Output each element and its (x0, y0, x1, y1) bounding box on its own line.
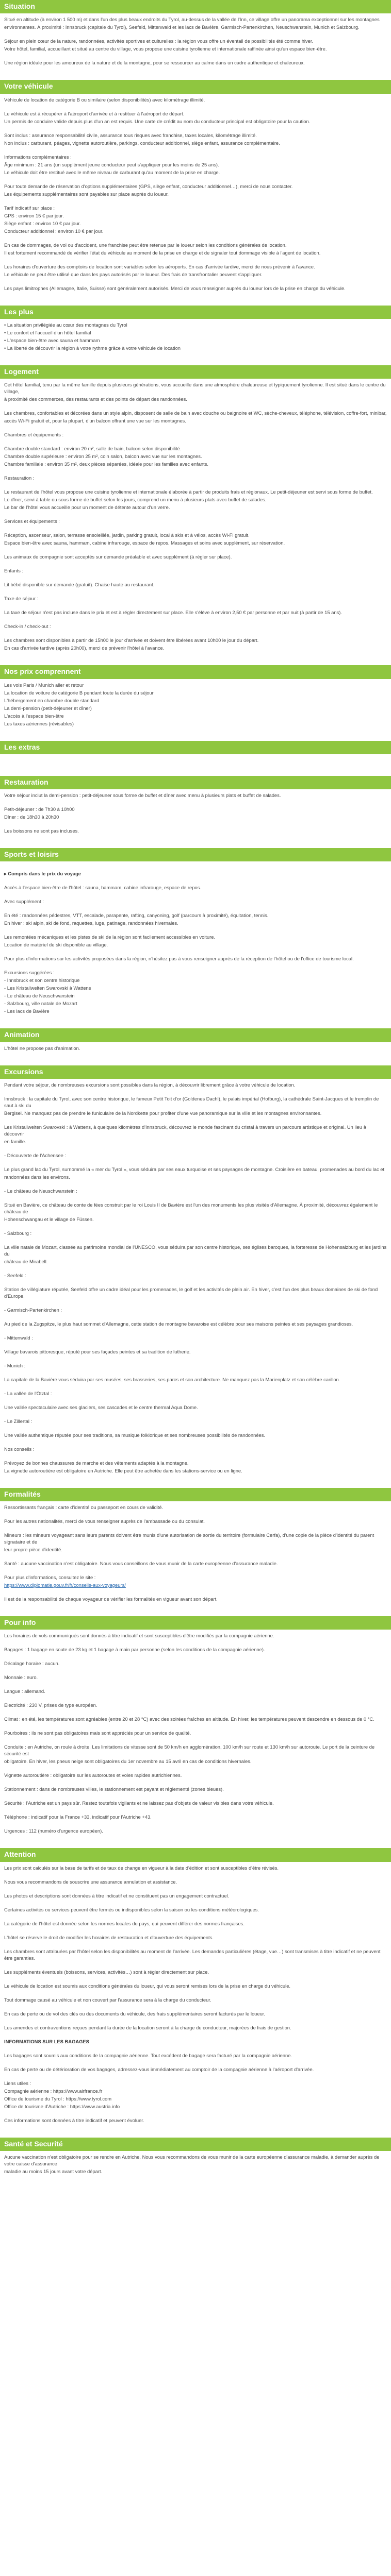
paragraph-spacer (4, 589, 387, 595)
section-header-formalites: Formalités (0, 1488, 391, 1501)
paragraph-line: Décalage horaire : aucun. (4, 1660, 60, 1667)
paragraph-line: Une vallée authentique réputée pour ses traditions, sa musique folklorique et ses nombreuses possibilités de randonnées. (4, 1432, 266, 1438)
paragraph-line: maladie au moins 15 jours avant votre départ. (4, 2168, 103, 2174)
paragraph-spacer (4, 631, 387, 636)
paragraph-spacer (4, 2074, 387, 2079)
paragraph-line: GPS : environ 15 € par jour. (4, 212, 64, 218)
paragraph-spacer (4, 105, 387, 110)
paragraph-spacer (4, 1640, 387, 1646)
paragraph-spacer (4, 1963, 387, 1968)
paragraph-line: Siège enfant : environ 10 € par jour. (4, 220, 81, 226)
paragraph-line: Les chambres sont disponibles à partir de 15h00 le jour d'arrivée et doivent être libérées avant 10h00 le jour du départ. (4, 637, 259, 643)
paragraph-line: ▸ Compris dans le prix du voyage (4, 871, 82, 877)
paragraph-line: Taxe de séjour : (4, 596, 39, 602)
paragraph-line: Station de villégiature réputée, Seefeld offre un cadre idéal pour les promenades, le golf et les activités de plein air. En hiver, c'est l'un des plus beaux domaines de ski de fond d'Europe. (4, 1286, 379, 1299)
paragraph-line: - Les Kristallwelten Swarovski à Wattens (4, 985, 91, 991)
paragraph-line: Les horaires d'ouverture des comptoirs de location sont variables selon les aéroports. En cas d'arrivée tardive, merci de nous prévenir à l'avance. (4, 263, 315, 269)
section-excursions (0, 1065, 391, 1481)
paragraph-spacer (4, 822, 387, 827)
paragraph-line: Hohenschwangau et le village de Füssen. (4, 1216, 94, 1222)
paragraph-line: Stationnement : dans de nombreuses villes, le stationnement est payant et réglementé (zones bleues). (4, 1786, 224, 1792)
paragraph-line: Votre séjour inclut la demi-pension : petit-déjeuner sous forme de buffet et dîner avec menu à plusieurs plats et buffet de salades. (4, 792, 281, 799)
paragraph-line: Enfants : (4, 568, 24, 574)
paragraph-spacer (4, 878, 387, 884)
paragraph-spacer (4, 603, 387, 608)
paragraph-spacer (4, 1182, 387, 1187)
paragraph-line: Climat : en été, les températures sont agréables (entre 20 et 28 °C) avec des soirées fraîches en altitude. En hiver, les températures peuvent descendre en dessous de 0 °C. (4, 1716, 374, 1722)
section-body-sports-loisirs (0, 865, 391, 1021)
paragraph-spacer (4, 1887, 387, 1892)
paragraph-spacer (4, 950, 387, 955)
paragraph-spacer (4, 1836, 387, 1841)
paragraph-line: INFORMATIONS SUR LES BAGAGES (4, 2038, 89, 2044)
paragraph-line: • La situation privilégiée au cœur des montagnes du Tyrol (4, 321, 127, 328)
paragraph-line: Location de matériel de ski disponible au village. (4, 942, 108, 948)
paragraph-line: Le véhicule est à récupérer à l'aéroport d'arrivée et à restituer à l'aéroport de départ. (4, 110, 185, 116)
section-logement (0, 365, 391, 658)
paragraph-spacer (4, 1873, 387, 1878)
section-situation (0, 0, 391, 73)
paragraph-line: Nos conseils : (4, 1446, 35, 1452)
paragraph-spacer (4, 548, 387, 553)
paragraph-line: Il est de la responsabilité de chaque voyageur de vérifier les formalités en vigueur avant son départ. (4, 1596, 218, 1602)
paragraph-line: Le bar de l'hôtel vous accueille pour un moment de détente autour d'un verre. (4, 504, 170, 511)
paragraph-spacer (4, 1942, 387, 1947)
paragraph-line: Chambre double standard : environ 20 m², salle de bain, balcon selon disponibilité. (4, 446, 182, 452)
paragraph-line: Restauration : (4, 475, 35, 481)
section-body-votre-vehicule (0, 97, 391, 298)
paragraph-spacer (4, 512, 387, 517)
paragraph-line: Petit-déjeuner : de 7h30 à 10h00 (4, 806, 75, 812)
paragraph-line: Innsbruck : la capitale du Tyrol, avec son centre historique, le fameux Petit Toit d'or (Goldenes Dachl), le palais impérial (Hofburg), la cathédrale Saint-Jacques et le tremplin de saut à ski du (4, 1096, 380, 1109)
paragraph-line: • L'espace bien-être avec sauna et hammam (4, 337, 100, 343)
section-header-les-extras: Les extras (0, 741, 391, 754)
paragraph-spacer (4, 1280, 387, 1285)
paragraph-line: Le véhicule de location est soumis aux conditions générales du loueur, qui vous seront remises lors de la prise en charge du véhicule. (4, 1982, 291, 1989)
paragraph-spacer (4, 928, 387, 933)
paragraph-spacer (4, 1238, 387, 1243)
section-attention (0, 1848, 391, 2130)
paragraph-line: Pour les autres nationalités, merci de vous renseigner auprès de l'ambassade ou du consulat. (4, 1518, 205, 1524)
paragraph-line: Conduite : en Autriche, on roule à droite. Les limitations de vitesse sont de 50 km/h en agglomération, 100 km/h sur route et 130 km/h sur autoroute. Le port de la ceinture de sécurité est (4, 1744, 376, 1757)
paragraph-line: Chambres et équipements : (4, 432, 64, 438)
section-header-logement: Logement (0, 365, 391, 379)
section-body-pour-info (0, 1633, 391, 1841)
paragraph-line: Les remontées mécaniques et les pistes de ski de la région sont facilement accessibles en voiture. (4, 934, 216, 940)
paragraph-spacer (4, 1901, 387, 1906)
paragraph-line: La ville natale de Mozart, classée au patrimoine mondial de l'UNESCO, vous séduira par son centre historique, ses églises baroques, la forteresse de Hohensalzburg et les jardins du (4, 1244, 388, 1257)
paragraph-line: Véhicule de location de catégorie B ou similaire (selon disponibilités) avec kilométrage illimité. (4, 96, 205, 103)
section-header-situation: Situation (0, 0, 391, 13)
paragraph-spacer (4, 1512, 387, 1517)
section-votre-vehicule (0, 80, 391, 298)
paragraph-line: Accès à l'espace bien-être de l'hôtel : sauna, hammam, cabine infrarouge, espace de repos. (4, 885, 201, 891)
paragraph-line: Cet hôtel familial, tenu par la même famille depuis plusieurs générations, vous accueille dans une atmosphère chaleureuse et typiquement tyrolienne. Il est situé dans le centre du village, (4, 382, 387, 395)
section-header-excursions: Excursions (0, 1065, 391, 1079)
paragraph-spacer (4, 1329, 387, 1334)
paragraph-spacer (4, 258, 387, 263)
paragraph-line: Nous vous recommandons de souscrire une assurance annulation et assistance. (4, 1878, 177, 1885)
paragraph-spacer (4, 148, 387, 153)
paragraph-line: Village bavarois pittoresque, réputé pour ses façades peintes et sa tradition de lutherie. (4, 1348, 191, 1354)
paragraph-spacer (4, 526, 387, 531)
paragraph-spacer (4, 1794, 387, 1799)
paragraph-line: Services et équipements : (4, 518, 60, 524)
paragraph-line: Situé en altitude (à environ 1 500 m) et dans l'un des plus beaux endroits du Tyrol, au-dessus de la vallée de l'Inn, ce village offre un panorama exceptionnel sur les montagnes (4, 16, 380, 23)
paragraph-line: Avec supplément : (4, 899, 44, 905)
paragraph-line: Sont inclus : assurance responsabilité civile, assurance tous risques avec franchise, taxes locales, kilométrage illimité. (4, 132, 257, 138)
paragraph-spacer (4, 1315, 387, 1320)
paragraph-spacer (4, 1426, 387, 1431)
paragraph-spacer (4, 1224, 387, 1229)
paragraph-spacer (4, 1822, 387, 1827)
paragraph-spacer (4, 1370, 387, 1376)
paragraph-line: - Découverte de l'Achensee : (4, 1152, 67, 1158)
paragraph-spacer (4, 1590, 387, 1595)
paragraph-spacer (4, 1090, 387, 1095)
paragraph-line: - Munich : (4, 1362, 26, 1368)
paragraph-line: • La liberté de découvrir la région à votre rythme grâce à votre véhicule de location (4, 345, 181, 351)
paragraph-line: Prévoyez de bonnes chaussures de marche et des vêtements adaptés à la montagne. (4, 1460, 189, 1466)
paragraph-spacer (4, 1554, 387, 1560)
paragraph-line: Chambre familiale : environ 35 m², deux pièces séparées, idéale pour les familles avec enfants. (4, 461, 209, 467)
paragraph-line: L'accès à l'espace bien-être (4, 713, 64, 719)
paragraph-spacer (4, 199, 387, 204)
section-header-restauration: Restauration (0, 776, 391, 789)
paragraph-line: Pour plus d'informations, consultez le site : (4, 1574, 96, 1580)
paragraph-line: La catégorie de l'hôtel est donnée selon les normes locales du pays, qui peuvent différer des normes françaises. (4, 1920, 245, 1926)
paragraph-spacer (4, 1808, 387, 1813)
section-body-nos-prix-comprennent (0, 682, 391, 734)
paragraph-spacer (4, 404, 387, 409)
paragraph-spacer (4, 892, 387, 897)
paragraph-line: leur propre pièce d'identité. (4, 1547, 62, 1552)
section-body-animation (0, 1045, 391, 1058)
paragraph-line: Sécurité : l'Autriche est un pays sûr. Restez toutefois vigilants et ne laissez pas d'objets de valeur visibles dans votre véhicule. (4, 1800, 274, 1806)
paragraph-line: Séjour en plein cœur de la nature, randonnées, activités sportives et culturelles : la région vous offre un éventail de possibilités été comme hiver. (4, 38, 314, 44)
paragraph-line: Un permis de conduire valide depuis plus d'un an est requis. Une carte de crédit au nom du conducteur principal est obligatoire pour la caution. (4, 118, 311, 124)
paragraph-line: Les horaires de vols communiqués sont donnés à titre indicatif et sont susceptibles d'être modifiés par la compagnie aérienne. (4, 1633, 274, 1639)
paragraph-line: Le plus grand lac du Tyrol, surnommé la « mer du Tyrol », vous séduira par ses eaux turquoise et ses paysages de montagne. Croisière en bateau, promenades au bord du lac et (4, 1166, 385, 1172)
paragraph-line: Espace bien-être avec sauna, hammam, cabine infrarouge, espace de repos. Massages et soins avec supplément, sur réservation. (4, 540, 285, 546)
paragraph-spacer (4, 353, 387, 358)
paragraph-line: Dîner : de 18h30 à 20h30 (4, 814, 59, 820)
paragraph-line: accès Wi-Fi gratuit et, pour la plupart, d'un balcon offrant une vue sur les montagnes. (4, 418, 186, 424)
section-body-situation (0, 16, 391, 73)
paragraph-line: obligatoire. En hiver, les pneus neige sont obligatoires du 1er novembre au 15 avril en cas de conditions hivernales. (4, 1758, 252, 1765)
section-header-les-plus: Les plus (0, 306, 391, 319)
paragraph-spacer (4, 469, 387, 474)
paragraph-spacer (4, 439, 387, 445)
paragraph-line: Les taxes aériennes (révisables) (4, 720, 74, 726)
paragraph-line: - Le Zillertal : (4, 1418, 32, 1424)
paragraph-line: Informations complémentaires : (4, 154, 72, 160)
paragraph-line: Les Kristallwelten Swarovski : à Wattens, à quelques kilomètres d'Innsbruck, découvrez le monde fascinant du cristal à travers un parcours artistique et original. Un lieu à découvrir (4, 1124, 368, 1137)
section-restauration (0, 776, 391, 841)
section-body-les-plus (0, 322, 391, 358)
section-header-sante-securite: Santé et Securité (0, 2138, 391, 2151)
paragraph-line: environnantes. À proximité : Innsbruck (capitale du Tyrol), Seefeld, Mittenwald et les lacs de Bavière, Garmisch-Partenkirchen, Neuschwanstein, Munich et Salzbourg. (4, 24, 360, 30)
section-body-attention (0, 1865, 391, 2130)
paragraph-line: Pour plus d'informations sur les activités proposées dans la région, n'hésitez pas à vous renseigner auprès de la réception de l'hôtel ou de l'office de tourisme local. (4, 956, 354, 962)
paragraph-line: - Le château de Neuschwanstein : (4, 1188, 77, 1194)
paragraph-line: en famille. (4, 1138, 26, 1144)
paragraph-spacer (4, 1991, 387, 1996)
paragraph-spacer (4, 1526, 387, 1531)
paragraph-line: Ressortissants français : carte d'identité ou passeport en cours de validité. (4, 1504, 164, 1511)
paragraph-line: Aucune vaccination n'est obligatoire pour se rendre en Autriche. Nous vous recommandons de vous munir de la carte européenne d'assurance maladie, à demander auprès de votre caisse d'assurance (4, 2154, 381, 2166)
paragraph-line: Office de tourisme d'Autriche : https://www.austria.info (4, 2103, 120, 2109)
paragraph-spacer (4, 1568, 387, 1573)
paragraph-line: Les chambres, confortables et décorées dans un style alpin, disposent de salle de bain avec douche ou baignoire et WC, sèche-cheveux, téléphone, télévision, coffre-fort, minibar, (4, 410, 387, 416)
paragraph-line: - Garmisch-Partenkirchen : (4, 1307, 62, 1313)
section-formalites (0, 1488, 391, 1609)
section-animation (0, 1028, 391, 1058)
paragraph-line: Santé : aucune vaccination n'est obligatoire. Nous vous conseillons de vous munir de la carte européenne d'assurance maladie. (4, 1561, 278, 1566)
paragraph-spacer (4, 1146, 387, 1151)
paragraph-line: Pour toute demande de réservation d'options supplémentaires (GPS, siège enfant, conducteur additionnel…), merci de nous contacter. (4, 183, 293, 189)
paragraph-spacer (4, 67, 387, 73)
paragraph-spacer (4, 54, 387, 59)
paragraph-line: Les amendes et contraventions reçues pendant la durée de la location seront à la charge du conducteur, majorées de frais de gestion. (4, 2024, 291, 2030)
paragraph-line: - Les lacs de Bavière (4, 1008, 50, 1014)
paragraph-line: - Innsbruck et son centre historique (4, 977, 80, 984)
paragraph-line: Pendant votre séjour, de nombreuses excursions sont possibles dans la région, à découvrir librement grâce à votre véhicule de location. (4, 1082, 296, 1088)
paragraph-spacer (4, 32, 387, 37)
section-body-restauration (0, 792, 391, 841)
paragraph-spacer (4, 293, 387, 298)
paragraph-line: Conducteur additionnel : environ 10 € par jour. (4, 228, 104, 234)
paragraph-line: Votre hôtel, familial, accueillant et situé au centre du village, vous propose une cuisine tyrolienne et internationale raffinée ainsi qu'un espace bien-être. (4, 46, 327, 52)
paragraph-spacer (4, 2005, 387, 2010)
paragraph-line: En cas d'arrivée tardive (après 20h00), merci de prévenir l'hôtel à l'avance. (4, 645, 165, 651)
paragraph-spacer (4, 865, 387, 870)
paragraph-spacer (4, 1160, 387, 1165)
paragraph-spacer (4, 2032, 387, 2038)
paragraph-line: - Seefeld : (4, 1272, 26, 1278)
external-link[interactable]: https://www.diplomatie.gouv.fr/fr/conseils-aux-voyageurs/ (4, 1582, 126, 1588)
section-header-votre-vehicule: Votre véhicule (0, 80, 391, 93)
paragraph-line: Le dîner, servi à table ou sous forme de buffet selon les jours, comprend un menu à plusieurs plats avec buffet de salades. (4, 497, 267, 503)
paragraph-spacer (4, 1384, 387, 1389)
paragraph-line: En cas de perte ou de vol des clés ou des documents du véhicule, des frais supplémentaires seront facturés par le loueur. (4, 2010, 266, 2016)
paragraph-spacer (4, 2019, 387, 2024)
paragraph-line: Situé en Bavière, ce château de conte de fées construit par le roi Louis II de Bavière est l'un des monuments les plus visités d'Allemagne. À proximité, découvrez également le château de (4, 1201, 379, 1214)
paragraph-line: Le véhicule doit être restitué avec le même niveau de carburant qu'au moment de la prise en charge. (4, 169, 220, 175)
paragraph-spacer (4, 483, 387, 488)
section-header-sports-loisirs: Sports et loisirs (0, 848, 391, 861)
paragraph-line: Certaines activités ou services peuvent être fermés ou indisponibles selon la saison ou les conditions météorologiques. (4, 1906, 259, 1912)
paragraph-line: randonnées dans les environs. (4, 1174, 70, 1180)
section-body-excursions (0, 1082, 391, 1481)
paragraph-line: Les animaux de compagnie sont acceptés sur demande préalable et avec supplément (à régler sur place). (4, 554, 232, 560)
paragraph-line: Le véhicule ne peut être utilisé que dans les pays autorisés par le loueur. Des frais de transfrontalier peuvent s'appliquer. (4, 271, 263, 277)
section-body-les-extras (0, 757, 391, 769)
paragraph-line: L'hébergement en chambre double standard (4, 697, 100, 703)
paragraph-line: L'hôtel se réserve le droit de modifier les horaires de restauration et d'ouverture des équipements. (4, 1934, 214, 1940)
paragraph-spacer (4, 1977, 387, 1982)
paragraph-line: Les vols Paris / Munich aller et retour (4, 682, 84, 688)
paragraph-spacer (4, 2125, 387, 2130)
paragraph-line: En hiver : ski alpin, ski de fond, raquettes, luge, patinage, randonnées hivernales. (4, 920, 178, 926)
paragraph-line: Bergisel. Ne manquez pas de prendre le funiculaire de la Nordkette pour profiter d'une vue panoramique sur la ville et les montagnes environnantes. (4, 1110, 322, 1116)
paragraph-spacer (4, 1766, 387, 1771)
paragraph-line: Électricité : 230 V, prises de type européen. (4, 1702, 97, 1708)
paragraph-spacer (4, 1196, 387, 1201)
paragraph-line: à proximité des commerces, des restaurants et des points de départ des randonnées. (4, 396, 187, 402)
paragraph-spacer (4, 1016, 387, 1021)
paragraph-spacer (4, 1440, 387, 1445)
paragraph-line: - Salzbourg : (4, 1230, 32, 1236)
paragraph-spacer (4, 2046, 387, 2052)
paragraph-line: Bagages : 1 bagage en soute de 23 kg et 1 bagage à main par personne (selon les conditions de la compagnie aérienne). (4, 1647, 265, 1653)
paragraph-line: La vignette autoroutière est obligatoire en Autriche. Elle peut être achetée dans les stations-service ou en ligne. (4, 1467, 242, 1473)
paragraph-spacer (4, 653, 387, 658)
paragraph-line: Une région idéale pour les amoureux de la nature et de la montagne, pour se ressourcer au calme dans un cadre authentique et chaleureux. (4, 60, 305, 66)
paragraph-spacer (4, 562, 387, 567)
paragraph-line: Office de tourisme du Tyrol : https://www.tyrol.com (4, 2095, 112, 2102)
paragraph-spacer (4, 575, 387, 581)
paragraph-spacer (4, 1454, 387, 1459)
paragraph-line: Les boissons ne sont pas incluses. (4, 828, 79, 834)
paragraph-line: Chambre double supérieure : environ 25 m², coin salon, balcon avec vue sur les montagnes. (4, 453, 202, 460)
paragraph-spacer (4, 1654, 387, 1659)
paragraph-spacer (4, 279, 387, 284)
paragraph-line: Mineurs : les mineurs voyageant sans leurs parents doivent être munis d'une autorisation de sortie du territoire (formulaire Cerfa), d'une copie de la pièce d'identité du parent signataire et de (4, 1532, 376, 1545)
paragraph-line: Tout dommage causé au véhicule et non couvert par l'assurance sera à la charge du conducteur. (4, 1996, 211, 2003)
paragraph-spacer (4, 1343, 387, 1348)
paragraph-line: Réception, ascenseur, salon, terrasse ensoleillée, jardin, parking gratuit, local à skis et à vélos, accès Wi-Fi gratuit. (4, 532, 250, 538)
paragraph-spacer (4, 1604, 387, 1609)
paragraph-line: Le restaurant de l'hôtel vous propose une cuisine tyrolienne et internationale élaborée à partir de produits frais et régionaux. Le petit-déjeuner est servi sous forme de buffet. (4, 489, 373, 495)
section-sante-securite (0, 2138, 391, 2175)
paragraph-line: Une vallée spectaculaire avec ses glaciers, ses cascades et le centre thermal Aqua Dome. (4, 1404, 198, 1410)
paragraph-line: En été : randonnées pédestres, VTT, escalade, parapente, rafting, canyoning, golf (parcours à proximité), équitation, tennis. (4, 912, 269, 919)
paragraph-spacer (4, 426, 387, 431)
paragraph-line: La location de voiture de catégorie B pendant toute la durée du séjour (4, 689, 154, 696)
paragraph-line: Check-in / check-out : (4, 623, 51, 630)
section-header-animation: Animation (0, 1028, 391, 1042)
paragraph-line: Téléphone : indicatif pour la France +33, indicatif pour l'Autriche +43. (4, 1814, 152, 1820)
section-header-pour-info: Pour info (0, 1616, 391, 1630)
paragraph-spacer (4, 906, 387, 911)
paragraph-line: Pourboires : ils ne sont pas obligatoires mais sont appréciés pour un service de qualité. (4, 1730, 191, 1736)
paragraph-spacer (4, 1668, 387, 1673)
section-body-logement (0, 382, 391, 658)
paragraph-line: La capitale de la Bavière vous séduira par ses musées, ses brasseries, ses parcs et son architecture. Ne manquez pas la Marienplatz et son célèbre carillon. (4, 1376, 340, 1382)
paragraph-line: - Salzbourg, ville natale de Mozart (4, 1001, 77, 1007)
section-les-plus (0, 306, 391, 358)
paragraph-spacer (4, 1357, 387, 1362)
paragraph-line: Il est fortement recommandé de vérifier l'état du véhicule au moment de la prise en charge et de signaler tout dommage visible à l'agent de location. (4, 249, 321, 256)
paragraph-spacer (4, 1266, 387, 1272)
paragraph-line: Les photos et descriptions sont données à titre indicatif et ne constituent pas un engagement contractuel. (4, 1892, 230, 1899)
paragraph-line: Liens utiles : (4, 2080, 31, 2086)
paragraph-line: Les équipements supplémentaires sont payables sur place auprès du loueur. (4, 191, 169, 197)
paragraph-line: Urgences : 112 (numéro d'urgence européen). (4, 1828, 103, 1834)
paragraph-line: - Mittenwald : (4, 1334, 33, 1341)
paragraph-spacer (4, 836, 387, 841)
paragraph-line: Les prix sont calculés sur la base de tarifs et de taux de change en vigueur à la date d'édition et sont susceptibles d'être révisés. (4, 1865, 279, 1871)
paragraph-spacer (4, 1696, 387, 1701)
paragraph-line: Les chambres sont attribuées par l'hôtel selon les disponibilités au moment de l'arrivée. Les demandes particulières (étage, vue…) sont transmises à titre indicatif et ne peuvent être garanties. (4, 1948, 382, 1961)
section-body-sante-securite (0, 2154, 391, 2175)
paragraph-line: En cas de dommages, de vol ou d'accident, une franchise peut être retenue par le loueur selon les conditions générales de location. (4, 242, 287, 248)
paragraph-spacer (4, 757, 387, 762)
paragraph-line: Lit bébé disponible sur demande (gratuit). Chaise haute au restaurant. (4, 582, 155, 588)
section-header-nos-prix-comprennent: Nos prix comprennent (0, 665, 391, 679)
paragraph-spacer (4, 1412, 387, 1417)
paragraph-spacer (4, 764, 387, 769)
paragraph-spacer (4, 728, 387, 734)
paragraph-spacer (4, 1710, 387, 1715)
paragraph-line: Ces informations sont données à titre indicatif et peuvent évoluer. (4, 2117, 144, 2123)
section-nos-prix-comprennent (0, 665, 391, 733)
paragraph-line: Les bagages sont soumis aux conditions de la compagnie aérienne. Tout excédent de bagage sera facturé par la compagnie aérienne. (4, 2052, 292, 2058)
paragraph-spacer (4, 2111, 387, 2116)
paragraph-line: En cas de perte ou de détérioration de vos bagages, adressez-vous immédiatement au comptoir de la compagnie aérienne à l'aéroport d'arrivée. (4, 2066, 314, 2072)
paragraph-line: Au pied de la Zugspitze, le plus haut sommet d'Allemagne, cette station de montagne bavaroise est célèbre pour ses maisons peintes et ses paysages grandioses. (4, 1320, 353, 1327)
paragraph-spacer (4, 1738, 387, 1743)
paragraph-spacer (4, 800, 387, 805)
paragraph-line: La demi-pension (petit-déjeuner et dîner) (4, 705, 92, 711)
paragraph-line: La taxe de séjour n'est pas incluse dans le prix et est à régler directement sur place. Elle s'élève à environ 2,50 € par personne et par nuit (à partir de 15 ans). (4, 609, 342, 616)
paragraph-spacer (4, 963, 387, 969)
paragraph-line: • Le confort et l'accueil d'un hôtel familial (4, 329, 91, 335)
paragraph-spacer (4, 1301, 387, 1306)
paragraph-spacer (4, 1476, 387, 1481)
section-pour-info (0, 1616, 391, 1841)
paragraph-line: Langue : allemand. (4, 1688, 45, 1694)
paragraph-spacer (4, 1780, 387, 1785)
paragraph-spacer (4, 617, 387, 622)
paragraph-line: Tarif indicatif sur place : (4, 205, 55, 211)
paragraph-link-line (4, 1582, 387, 1589)
paragraph-line: Non inclus : carburant, péages, vignette autoroutière, parkings, conducteur additionnel, siège enfant, assurance complémentaire. (4, 140, 280, 146)
paragraph-spacer (4, 1682, 387, 1687)
section-body-formalites (0, 1504, 391, 1609)
paragraph-line: - La vallée de l'Ötztal : (4, 1390, 52, 1396)
paragraph-line: Compagnie aérienne : https://www.airfrance.fr (4, 2088, 103, 2094)
section-les-extras (0, 741, 391, 769)
paragraph-spacer (4, 177, 387, 182)
paragraph-spacer (4, 1118, 387, 1123)
paragraph-spacer (4, 2060, 387, 2065)
paragraph-spacer (4, 126, 387, 131)
paragraph-spacer (4, 1724, 387, 1729)
section-sports-loisirs (0, 848, 391, 1021)
paragraph-line: Les suppléments éventuels (boissons, services, activités…) sont à régler directement sur place. (4, 1969, 209, 1975)
paragraph-line: Monnaie : euro. (4, 1674, 38, 1681)
paragraph-line: Excursions suggérées : (4, 970, 55, 976)
paragraph-line: château de Mirabell. (4, 1258, 48, 1264)
paragraph-line: L'hôtel ne propose pas d'animation. (4, 1045, 80, 1051)
paragraph-spacer (4, 1914, 387, 1920)
paragraph-line: Vignette autoroutière : obligatoire sur les autoroutes et voies rapides autrichiennes. (4, 1772, 182, 1778)
paragraph-spacer (4, 236, 387, 241)
paragraph-spacer (4, 1398, 387, 1403)
paragraph-spacer (4, 1928, 387, 1934)
paragraph-line: - Le château de Neuschwanstein (4, 993, 75, 999)
section-header-attention: Attention (0, 1848, 391, 1861)
paragraph-line: Âge minimum : 21 ans (un supplément jeune conducteur peut s'appliquer pour les moins de 25 ans). (4, 161, 219, 167)
paragraph-spacer (4, 1053, 387, 1058)
paragraph-line: Les pays limitrophes (Allemagne, Italie, Suisse) sont généralement autorisés. Merci de vous renseigner auprès du loueur lors de la prise en charge du véhicule. (4, 285, 346, 291)
